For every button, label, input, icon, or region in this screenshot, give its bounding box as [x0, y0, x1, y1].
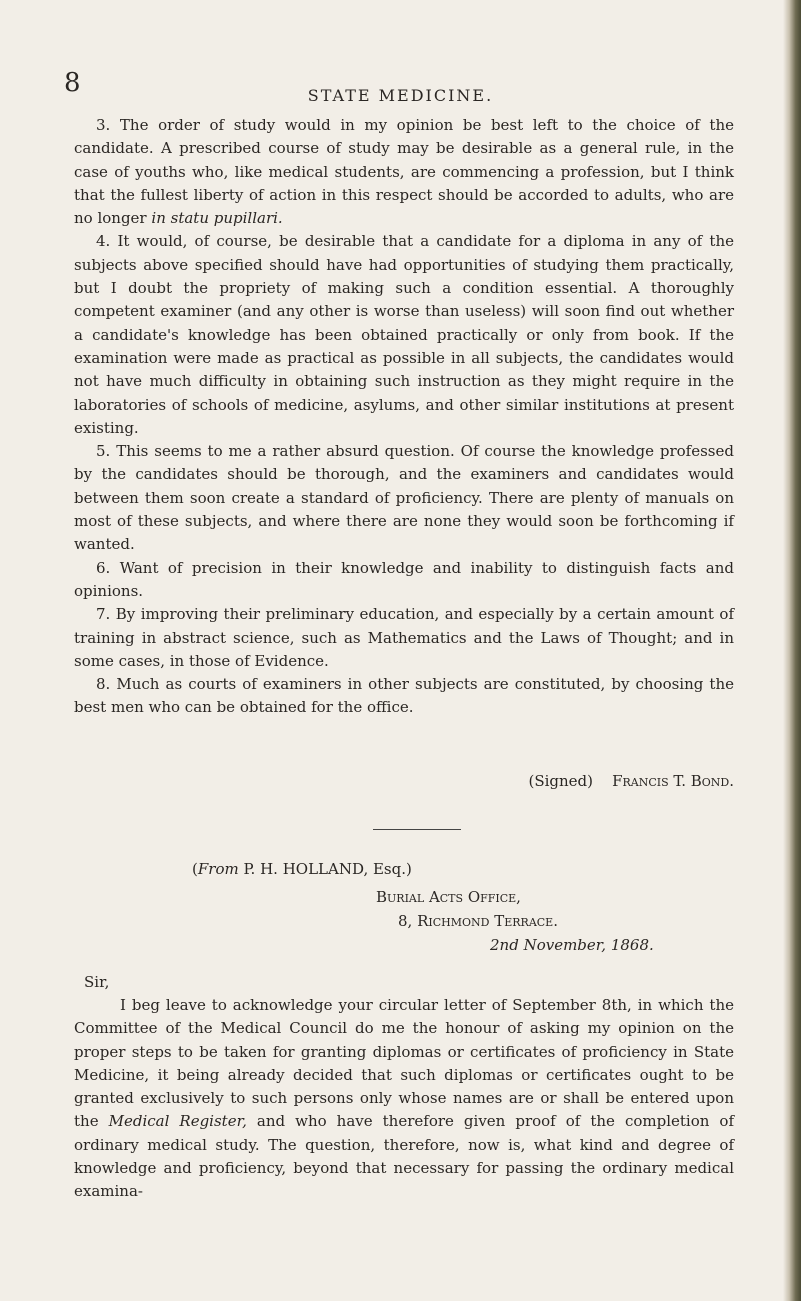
letter-date [490, 934, 654, 957]
answer-3-italic: in statu pupillari. [151, 209, 283, 228]
signature [74, 770, 734, 793]
address-line-1: Burial Acts Office, [376, 888, 521, 906]
answer-4: 4. It would, of course, be desirable that a candidate for a diploma in any of the subjects above specified should have had opportunities of studying them practically, but I doubt the propriety of making such a condition essential. A thoroughly competent examiner (and any other is worse than useless) will soon find out whether a candidate's knowledge has been obtained practically or only from book. If the examination were made as practical as possible in all subjects, the candidates would not have much difficulty in obtaining such instruction as they might require in the laboratories of schools of medicine, asylums, and other similar institutions at present existing. [74, 232, 734, 437]
section-divider [373, 829, 461, 830]
letter-from [192, 858, 412, 881]
answer-3 [74, 114, 734, 230]
answer-3-text: 3. The order of study would in my opinion be best left to the choice of the candidate. A prescribed course of study may be desirable as a general rule, in the case of youths who, like medical students, are commencing a profession, but I think that the fullest liberty of action in this respect should be accorded to adults, who are no longer [74, 116, 734, 228]
signatory-name: Francis T. Bond. [612, 772, 734, 790]
letter-body-part1: I beg leave to acknowledge your circular letter of September 8th, in which the Committee of the Medical Council do me the honour of asking my opinion on the proper steps to be taken for granting diplomas or certificates of proficiency in State Medicine, it being already decided that such diplomas or certificates ought to be granted exclusively to such persons only whose names are or shall be entered upon the [74, 996, 734, 1131]
from-name: P. H. HOLLAND, Esq.) [243, 860, 412, 878]
answers-block [74, 114, 734, 720]
letter-body [74, 994, 734, 1204]
medical-register: Medical Register, [108, 1112, 247, 1131]
answer-5: 5. This seems to me a rather absurd question. Of course the knowledge professed by the candidates should be thorough, and the examiners and candidates would between them soon create a standard of proficiency. There are plenty of manuals on most of these subjects, and where there are none they would soon be forthcoming if wanted. [74, 442, 734, 554]
from-prefix: From [197, 860, 239, 878]
letter-body-part2: and who have therefore given proof of the completion of ordinary medical study. The question, therefore, now is, what kind and degree of knowledge and proficiency, beyond that necessary for passing the ordinary medical examina- [74, 1112, 734, 1201]
page-edge-shadow [783, 0, 801, 1301]
date-text: 2nd November, 1868. [490, 936, 654, 954]
from-open-paren: ( [192, 860, 198, 878]
answer-6: 6. Want of precision in their knowledge and inability to distinguish facts and opinions. [74, 558, 734, 600]
signature-line [74, 770, 734, 794]
letter-paragraph [74, 994, 734, 1204]
signed-label: (Signed) [528, 772, 593, 790]
salutation: Sir, [84, 973, 110, 991]
address-line-2: 8, Richmond Terrace. [398, 912, 558, 930]
running-head: STATE MEDICINE. [307, 86, 494, 105]
answer-7: 7. By improving their preliminary education, and especially by a certain amount of training in abstract science, such as Mathematics and the Laws of Thought; and in some cases, in those of Evidence. [74, 605, 734, 670]
answer-8: 8. Much as courts of examiners in other subjects are constituted, by choosing the best men who can be obtained for the office. [74, 675, 734, 717]
page-number: 8 [64, 68, 81, 98]
